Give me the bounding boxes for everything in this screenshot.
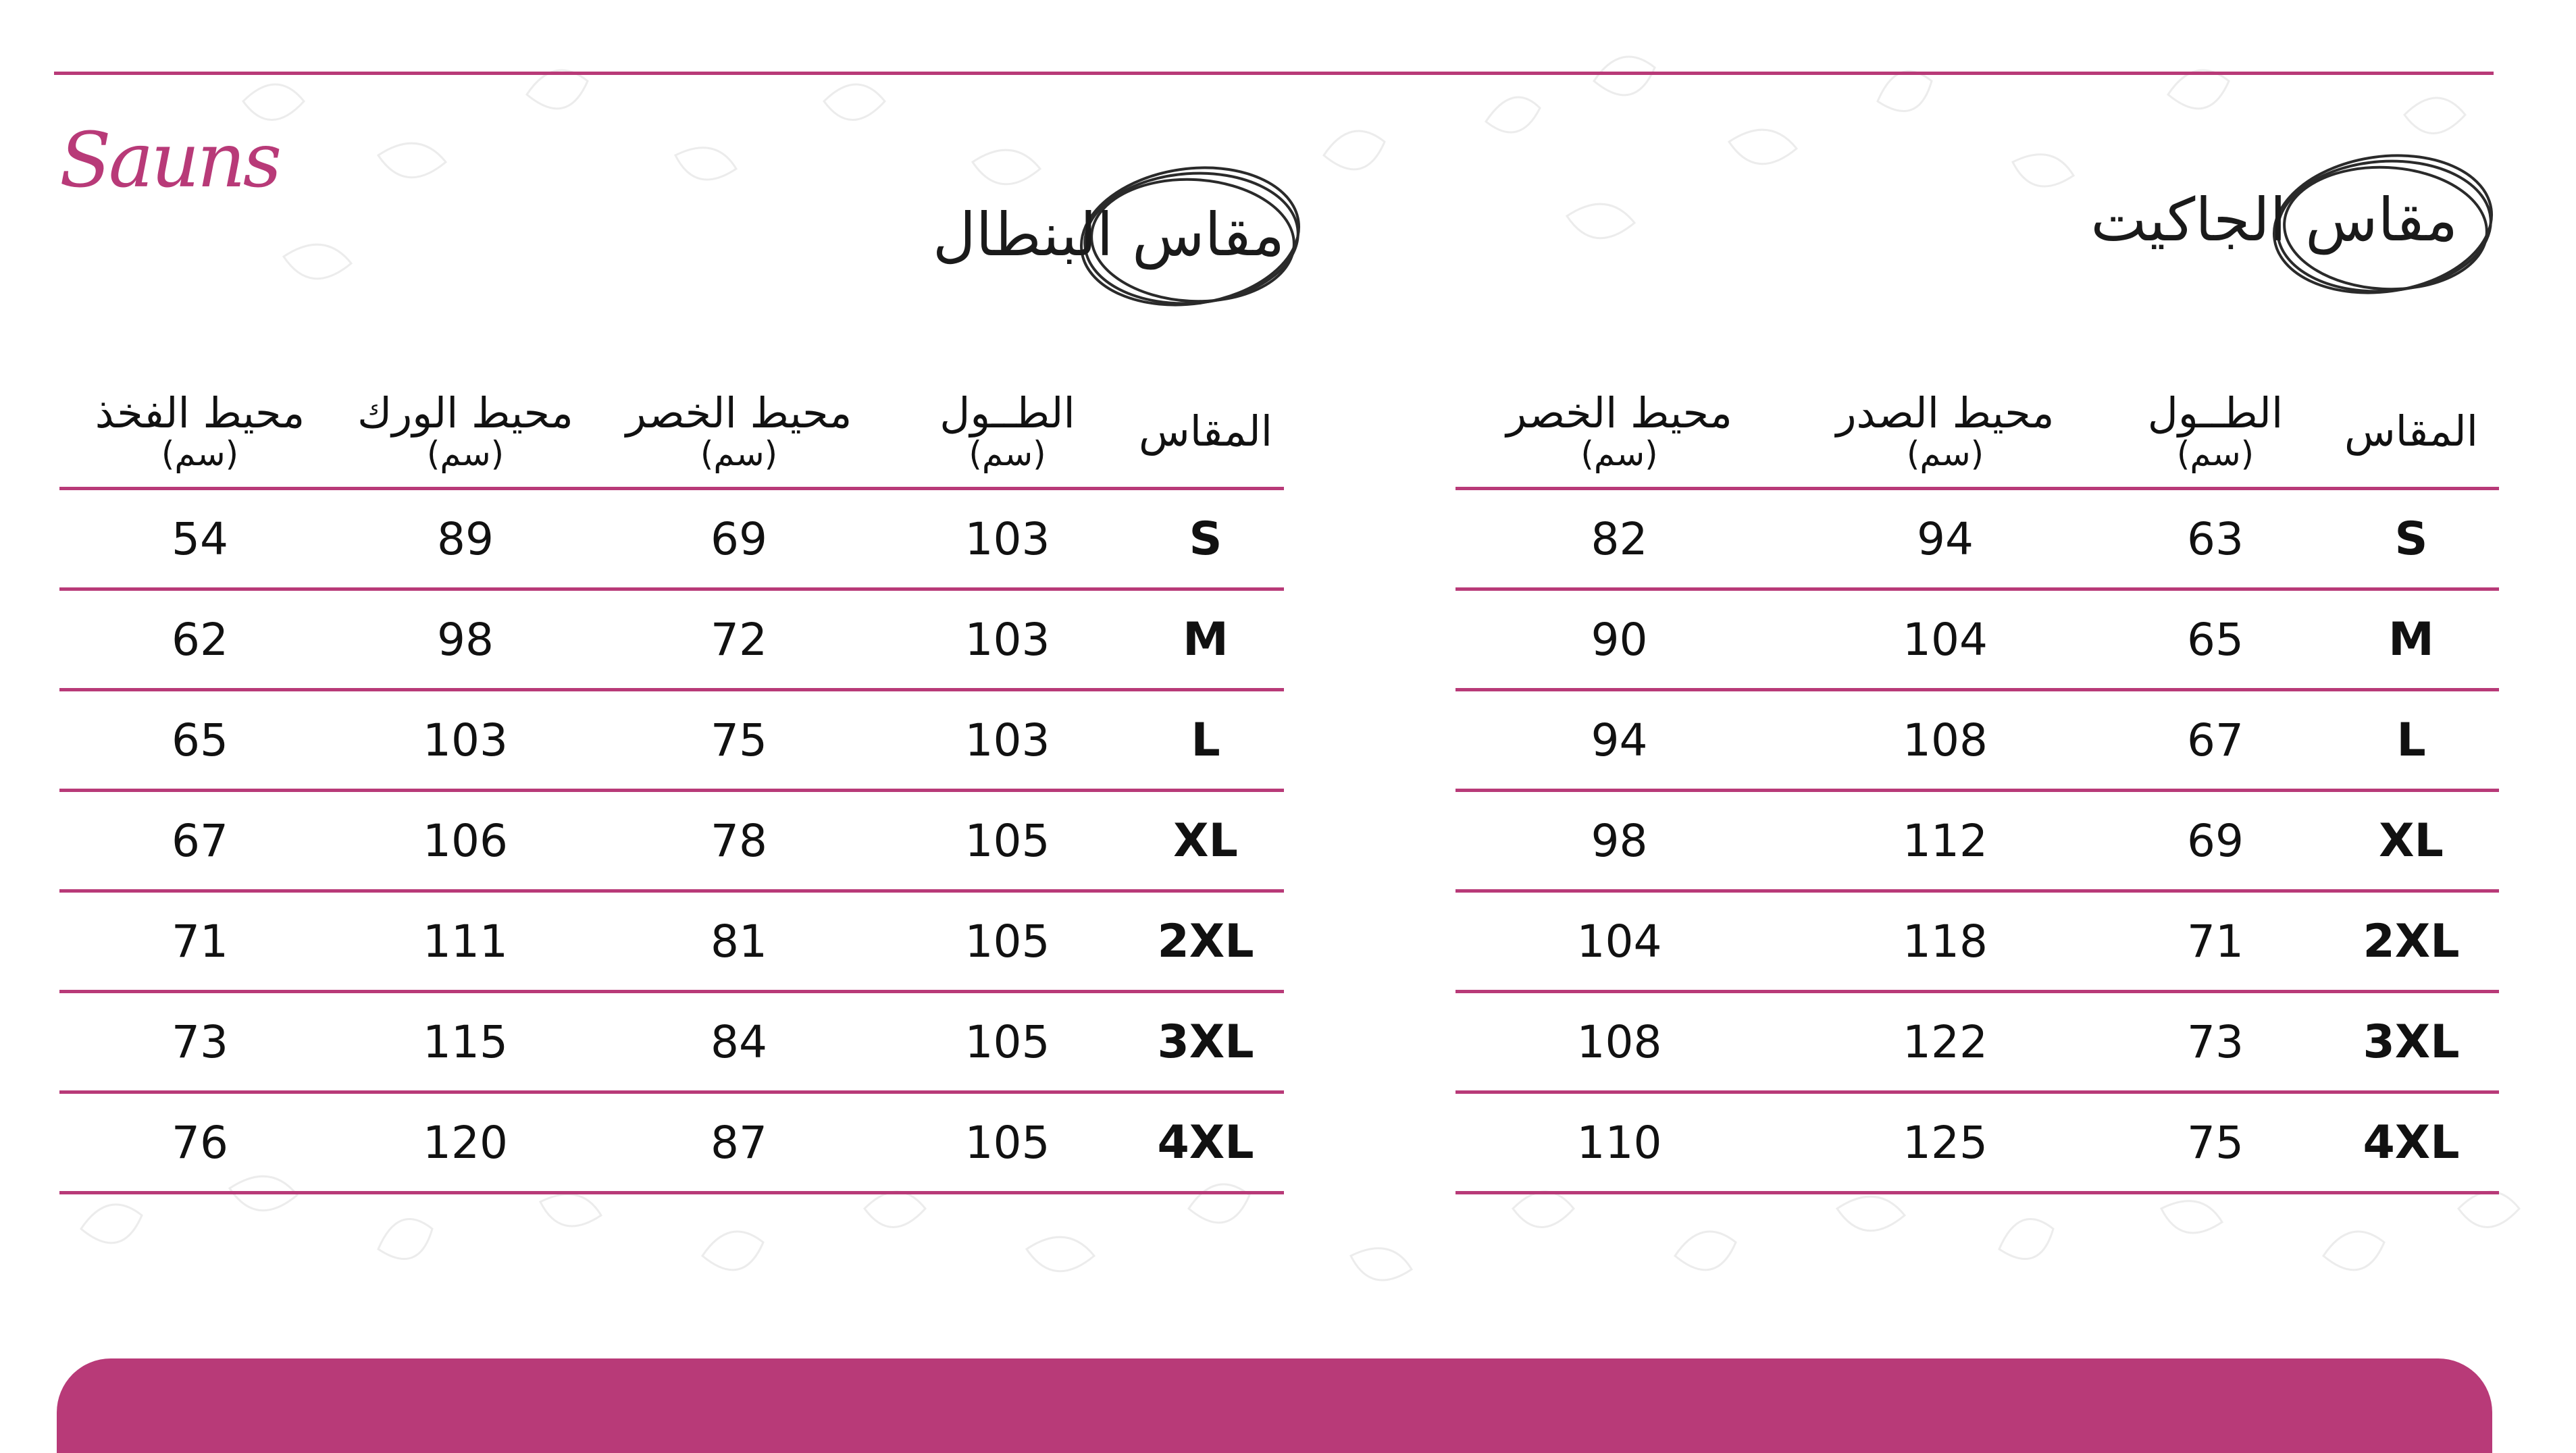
header-length: الطــول (سم) <box>887 375 1127 489</box>
length-cell: 105 <box>887 992 1127 1092</box>
thigh-cell: 65 <box>59 690 340 791</box>
length-cell: 105 <box>887 1092 1127 1193</box>
size-cell: 3XL <box>2323 992 2499 1092</box>
hip-cell: 98 <box>340 589 590 690</box>
header-size: المقاس <box>2323 375 2499 489</box>
table-row <box>1456 489 2499 589</box>
table-row <box>59 489 1284 589</box>
header-hip: محيط الورك (سم) <box>340 375 590 489</box>
size-cell: 4XL <box>1127 1092 1284 1193</box>
length-cell: 73 <box>2107 992 2323 1092</box>
thigh-cell: 62 <box>59 589 340 690</box>
length-cell: 105 <box>887 791 1127 891</box>
pants-section-title: مقاس البنطال <box>932 200 1285 269</box>
length-cell: 105 <box>887 891 1127 992</box>
length-cell: 75 <box>2107 1092 2323 1193</box>
size-cell: XL <box>2323 791 2499 891</box>
length-cell: 67 <box>2107 690 2323 791</box>
table-row <box>59 589 1284 690</box>
chest-cell: 94 <box>1783 489 2107 589</box>
table-row <box>1456 891 2499 992</box>
hip-cell: 111 <box>340 891 590 992</box>
chest-cell: 118 <box>1783 891 2107 992</box>
pants-size-table <box>59 375 1284 1194</box>
jacket-size-table <box>1456 375 2499 1194</box>
hip-cell: 120 <box>340 1092 590 1193</box>
length-cell: 71 <box>2107 891 2323 992</box>
hip-cell: 115 <box>340 992 590 1092</box>
length-cell: 103 <box>887 489 1127 589</box>
waist-cell: 94 <box>1456 690 1783 791</box>
table-header-row <box>1456 375 2499 489</box>
jacket-section-title: مقاس الجاكيت <box>2090 185 2458 255</box>
chest-cell: 122 <box>1783 992 2107 1092</box>
size-cell: 2XL <box>1127 891 1284 992</box>
waist-cell: 69 <box>590 489 887 589</box>
table-row <box>1456 589 2499 690</box>
length-cell: 65 <box>2107 589 2323 690</box>
thigh-cell: 76 <box>59 1092 340 1193</box>
size-cell: M <box>1127 589 1284 690</box>
table-header-row <box>59 375 1284 489</box>
waist-cell: 81 <box>590 891 887 992</box>
header-length: الطــول (سم) <box>2107 375 2323 489</box>
length-cell: 103 <box>887 690 1127 791</box>
size-cell: 3XL <box>1127 992 1284 1092</box>
table-row <box>59 992 1284 1092</box>
header-thigh: محيط الفخذ (سم) <box>59 375 340 489</box>
table-row <box>59 1092 1284 1193</box>
chest-cell: 108 <box>1783 690 2107 791</box>
table-row <box>59 891 1284 992</box>
waist-cell: 87 <box>590 1092 887 1193</box>
length-cell: 103 <box>887 589 1127 690</box>
waist-cell: 98 <box>1456 791 1783 891</box>
size-cell: M <box>2323 589 2499 690</box>
size-cell: 2XL <box>2323 891 2499 992</box>
thigh-cell: 67 <box>59 791 340 891</box>
size-cell: XL <box>1127 791 1284 891</box>
header-size: المقاس <box>1127 375 1284 489</box>
length-cell: 63 <box>2107 489 2323 589</box>
table-row <box>1456 690 2499 791</box>
waist-cell: 90 <box>1456 589 1783 690</box>
waist-cell: 75 <box>590 690 887 791</box>
chest-cell: 112 <box>1783 791 2107 891</box>
waist-cell: 78 <box>590 791 887 891</box>
bottom-accent-band <box>57 1358 2492 1453</box>
thigh-cell: 73 <box>59 992 340 1092</box>
header-chest: محيط الصدر (سم) <box>1783 375 2107 489</box>
header-waist: محيط الخصر (سم) <box>590 375 887 489</box>
size-cell: S <box>2323 489 2499 589</box>
size-cell: 4XL <box>2323 1092 2499 1193</box>
table-row <box>59 690 1284 791</box>
table-row <box>1456 1092 2499 1193</box>
length-cell: 69 <box>2107 791 2323 891</box>
waist-cell: 84 <box>590 992 887 1092</box>
waist-cell: 82 <box>1456 489 1783 589</box>
table-row <box>1456 992 2499 1092</box>
waist-cell: 104 <box>1456 891 1783 992</box>
top-divider <box>54 72 2494 75</box>
waist-cell: 72 <box>590 589 887 690</box>
size-cell: S <box>1127 489 1284 589</box>
table-row <box>1456 791 2499 891</box>
table-row <box>59 791 1284 891</box>
chest-cell: 104 <box>1783 589 2107 690</box>
waist-cell: 108 <box>1456 992 1783 1092</box>
chest-cell: 125 <box>1783 1092 2107 1193</box>
hip-cell: 103 <box>340 690 590 791</box>
brand-logo: Sauns <box>59 117 280 205</box>
size-cell: L <box>2323 690 2499 791</box>
thigh-cell: 54 <box>59 489 340 589</box>
waist-cell: 110 <box>1456 1092 1783 1193</box>
thigh-cell: 71 <box>59 891 340 992</box>
header-waist: محيط الخصر (سم) <box>1456 375 1783 489</box>
hip-cell: 89 <box>340 489 590 589</box>
size-cell: L <box>1127 690 1284 791</box>
hip-cell: 106 <box>340 791 590 891</box>
